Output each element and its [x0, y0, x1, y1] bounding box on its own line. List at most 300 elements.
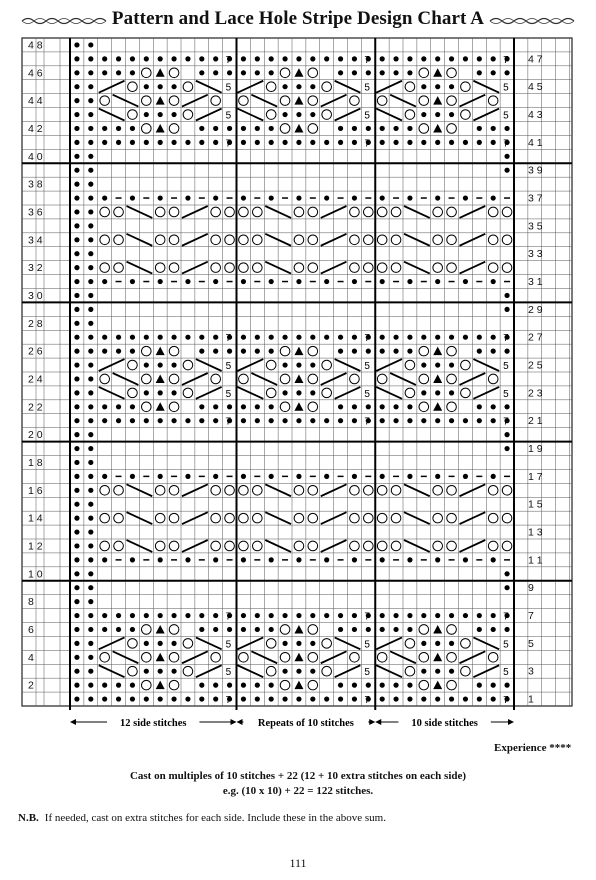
yarn-over-circle: [100, 207, 110, 217]
yarn-over-circle: [169, 541, 179, 551]
knit-dot: [380, 335, 385, 340]
knit-dot: [491, 335, 496, 340]
knit-dot: [74, 223, 79, 228]
yarn-over-circle: [377, 207, 387, 217]
knit-dot: [449, 669, 454, 674]
yarn-over-circle: [322, 666, 332, 676]
knit-dot: [324, 613, 329, 618]
knit-dot: [477, 349, 482, 354]
knit-dot: [102, 70, 107, 75]
knit-dot: [213, 404, 218, 409]
knit-dot: [88, 488, 93, 493]
knit-dot: [116, 627, 121, 632]
row-label-right: 3 1: [528, 276, 543, 289]
knit-dot: [255, 613, 260, 618]
yarn-over-circle: [100, 513, 110, 523]
knit-dot: [158, 613, 163, 618]
yarn-over-circle: [155, 263, 165, 273]
knit-dot: [144, 140, 149, 145]
yarn-over-circle: [322, 360, 332, 370]
yarn-over-circle: [322, 388, 332, 398]
knit-dot: [227, 349, 232, 354]
yarn-over-circle: [280, 402, 290, 412]
yarn-over-circle: [419, 346, 429, 356]
yarn-over-circle: [100, 374, 110, 384]
knit-dot: [296, 474, 301, 479]
count-label: 5: [364, 110, 370, 122]
knit-dot: [421, 112, 426, 117]
knit-dot: [282, 613, 287, 618]
yarn-over-circle: [155, 235, 165, 245]
yarn-over-circle: [266, 360, 276, 370]
yarn-over-circle: [308, 207, 318, 217]
row-label-left: 1 4: [28, 512, 43, 525]
yarn-over-circle: [405, 388, 415, 398]
knit-dot: [310, 641, 315, 646]
count-label: 7: [364, 611, 370, 623]
knit-dot: [130, 279, 135, 284]
yarn-over-circle: [239, 96, 249, 106]
knit-dot: [88, 404, 93, 409]
knit-dot: [504, 126, 509, 131]
knit-dot: [380, 696, 385, 701]
knit-dot: [338, 56, 343, 61]
knit-dot: [407, 474, 412, 479]
yarn-over-circle: [488, 263, 498, 273]
knit-dot: [435, 390, 440, 395]
knit-dot: [213, 696, 218, 701]
knit-dot: [74, 279, 79, 284]
knit-dot: [88, 585, 93, 590]
knit-dot: [88, 209, 93, 214]
knit-dot: [269, 696, 274, 701]
knit-dot: [74, 516, 79, 521]
yarn-over-circle: [142, 96, 152, 106]
arrow-head-left-icon: [70, 719, 76, 725]
knit-dot: [393, 56, 398, 61]
yarn-over-circle: [419, 625, 429, 635]
row-label-right: 5: [528, 637, 534, 650]
knit-dot: [296, 140, 301, 145]
yarn-over-circle: [142, 374, 152, 384]
count-label: 7: [225, 694, 232, 706]
knit-dot: [296, 696, 301, 701]
knit-dot: [74, 627, 79, 632]
yarn-over-circle: [391, 513, 401, 523]
yarn-over-circle: [447, 652, 457, 662]
knit-dot: [463, 696, 468, 701]
count-label: 5: [503, 667, 509, 679]
knit-dot: [407, 335, 412, 340]
knit-dot: [435, 613, 440, 618]
knit-dot: [213, 335, 218, 340]
yarn-over-circle: [211, 263, 221, 273]
knit-dot: [380, 613, 385, 618]
knit-dot: [199, 56, 204, 61]
row-label-left: 4 0: [28, 150, 43, 163]
knit-dot: [158, 279, 163, 284]
knit-dot: [407, 627, 412, 632]
yarn-over-circle: [225, 207, 235, 217]
knit-dot: [282, 84, 287, 89]
knit-dot: [74, 669, 79, 674]
knit-dot: [241, 474, 246, 479]
row-label-left: 2: [28, 679, 34, 692]
row-label-right: 3 9: [528, 164, 543, 177]
knit-dot: [74, 502, 79, 507]
knit-dot: [241, 349, 246, 354]
knit-dot: [241, 126, 246, 131]
knit-dot: [171, 613, 176, 618]
knit-dot: [449, 613, 454, 618]
knit-dot: [241, 279, 246, 284]
yarn-over-circle: [447, 680, 457, 690]
knit-dot: [74, 446, 79, 451]
knit-dot: [199, 404, 204, 409]
row-label-right: 3 3: [528, 248, 543, 261]
knit-dot: [491, 279, 496, 284]
knit-dot: [88, 502, 93, 507]
knit-dot: [477, 418, 482, 423]
knit-dot: [88, 140, 93, 145]
row-label-right: 3 5: [528, 220, 543, 233]
knit-dot: [338, 696, 343, 701]
yarn-over-circle: [377, 374, 387, 384]
yarn-over-circle: [419, 402, 429, 412]
knit-dot: [88, 349, 93, 354]
row-label-left: 4 6: [28, 67, 43, 80]
yarn-over-circle: [350, 96, 360, 106]
yarn-over-circle: [308, 235, 318, 245]
knit-dot: [241, 70, 246, 75]
knit-dot: [199, 140, 204, 145]
knit-dot: [88, 168, 93, 173]
knit-dot: [477, 613, 482, 618]
knit-dot: [477, 70, 482, 75]
knit-dot: [504, 293, 509, 298]
knit-dot: [352, 335, 357, 340]
knit-dot: [504, 627, 509, 632]
knit-dot: [421, 84, 426, 89]
yarn-over-circle: [280, 652, 290, 662]
arrow-head-left-icon: [375, 719, 381, 725]
knit-dot: [185, 474, 190, 479]
knit-dot: [491, 627, 496, 632]
knit-dot: [338, 140, 343, 145]
bobble-triangle: [156, 374, 165, 383]
knit-dot: [380, 627, 385, 632]
knit-dot: [241, 627, 246, 632]
knit-dot: [269, 418, 274, 423]
row-label-right: 3 7: [528, 192, 543, 205]
bobble-triangle: [433, 681, 442, 690]
knit-dot: [116, 126, 121, 131]
knit-dot: [421, 613, 426, 618]
bobble-triangle: [433, 402, 442, 411]
bobble-triangle: [156, 681, 165, 690]
knit-dot: [324, 474, 329, 479]
row-label-right: 1 5: [528, 498, 543, 511]
row-label-right: 7: [528, 610, 534, 623]
knit-dot: [130, 126, 135, 131]
knit-dot: [380, 418, 385, 423]
knit-dot: [144, 696, 149, 701]
yarn-over-circle: [308, 652, 318, 662]
row-label-left: 1 2: [28, 540, 43, 553]
knit-dot: [463, 418, 468, 423]
knit-dot: [74, 335, 79, 340]
knit-dot: [130, 349, 135, 354]
yarn-over-circle: [433, 485, 443, 495]
knit-dot: [185, 140, 190, 145]
yarn-over-circle: [266, 388, 276, 398]
row-label-left: 1 0: [28, 568, 43, 581]
knit-dot: [296, 390, 301, 395]
yarn-over-circle: [280, 625, 290, 635]
knit-dot: [421, 641, 426, 646]
knit-dot: [185, 56, 190, 61]
knit-dot: [74, 112, 79, 117]
knit-dot: [116, 335, 121, 340]
yarn-over-circle: [488, 96, 498, 106]
yarn-over-circle: [461, 82, 471, 92]
knit-dot: [407, 404, 412, 409]
yarn-over-circle: [447, 346, 457, 356]
yarn-over-circle: [322, 82, 332, 92]
knit-dot: [199, 418, 204, 423]
knit-dot: [88, 418, 93, 423]
count-label: 7: [225, 138, 232, 150]
yarn-over-circle: [183, 388, 193, 398]
knit-dot: [227, 627, 232, 632]
knit-dot: [213, 627, 218, 632]
yarn-over-circle: [502, 485, 512, 495]
count-label: 5: [364, 388, 370, 400]
knit-dot: [449, 641, 454, 646]
yarn-over-circle: [405, 110, 415, 120]
row-label-left: 3 4: [28, 234, 43, 247]
yarn-over-circle: [128, 388, 138, 398]
bobble-triangle: [156, 625, 165, 634]
page-number: 111: [289, 856, 307, 870]
yarn-over-circle: [239, 485, 249, 495]
knit-dot: [199, 335, 204, 340]
yarn-over-circle: [294, 541, 304, 551]
knit-dot: [504, 585, 509, 590]
knit-dot: [171, 112, 176, 117]
yarn-over-circle: [294, 263, 304, 273]
knit-dot: [352, 56, 357, 61]
count-label: 5: [503, 360, 509, 372]
count-label: 5: [503, 82, 509, 94]
knit-dot: [241, 56, 246, 61]
knit-dot: [491, 56, 496, 61]
yarn-over-circle: [253, 513, 263, 523]
knit-dot: [352, 126, 357, 131]
knit-dot: [296, 112, 301, 117]
yarn-over-circle: [225, 263, 235, 273]
knit-dot: [491, 613, 496, 618]
cast-on-example: e.g. (10 x 10) + 22 = 122 stitches.: [222, 785, 374, 797]
knit-dot: [213, 279, 218, 284]
yarn-over-circle: [364, 513, 374, 523]
knit-dot: [88, 376, 93, 381]
knit-dot: [158, 641, 163, 646]
yarn-over-circle: [308, 263, 318, 273]
knit-dot: [504, 683, 509, 688]
knit-dot: [74, 571, 79, 576]
yarn-over-circle: [419, 652, 429, 662]
knit-dot: [255, 696, 260, 701]
knit-dot: [449, 696, 454, 701]
knit-dot: [74, 209, 79, 214]
yarn-over-circle: [405, 82, 415, 92]
knit-dot: [310, 613, 315, 618]
yarn-over-circle: [419, 96, 429, 106]
knit-dot: [463, 474, 468, 479]
knit-dot: [158, 195, 163, 200]
row-label-left: 6: [28, 623, 34, 636]
yarn-over-circle: [225, 485, 235, 495]
yarn-over-circle: [308, 513, 318, 523]
knit-dot: [102, 627, 107, 632]
knit-dot: [491, 557, 496, 562]
yarn-over-circle: [169, 652, 179, 662]
row-label-right: 1 1: [528, 554, 543, 567]
bobble-triangle: [156, 96, 165, 105]
knit-dot: [185, 557, 190, 562]
yarn-over-circle: [239, 541, 249, 551]
knit-dot: [463, 140, 468, 145]
knit-dot: [324, 696, 329, 701]
knit-dot: [255, 140, 260, 145]
knit-dot: [88, 251, 93, 256]
yarn-over-circle: [225, 235, 235, 245]
knit-dot: [241, 683, 246, 688]
knit-dot: [310, 362, 315, 367]
knit-dot: [74, 195, 79, 200]
yarn-over-circle: [308, 96, 318, 106]
yarn-over-circle: [377, 235, 387, 245]
knit-dot: [435, 112, 440, 117]
knit-dot: [407, 195, 412, 200]
knit-dot: [310, 335, 315, 340]
knit-dot: [144, 335, 149, 340]
knit-dot: [393, 70, 398, 75]
yarn-over-circle: [377, 485, 387, 495]
knit-dot: [338, 627, 343, 632]
knit-dot: [102, 279, 107, 284]
yarn-over-circle: [488, 235, 498, 245]
knit-dot: [393, 418, 398, 423]
knit-dot: [88, 84, 93, 89]
knit-dot: [421, 669, 426, 674]
yarn-over-circle: [350, 541, 360, 551]
knit-dot: [310, 390, 315, 395]
arrow-head-left-icon: [237, 719, 243, 725]
count-label: 5: [364, 360, 370, 372]
knit-dot: [324, 279, 329, 284]
knit-dot: [74, 84, 79, 89]
knit-dot: [380, 404, 385, 409]
knit-dot: [241, 335, 246, 340]
bobble-triangle: [433, 96, 442, 105]
knit-dot: [144, 669, 149, 674]
knit-dot: [116, 418, 121, 423]
knit-dot: [241, 140, 246, 145]
yarn-over-circle: [447, 485, 457, 495]
knit-dot: [296, 195, 301, 200]
yarn-over-circle: [433, 235, 443, 245]
knit-dot: [130, 195, 135, 200]
knit-dot: [491, 349, 496, 354]
yarn-over-circle: [364, 207, 374, 217]
yarn-over-circle: [364, 485, 374, 495]
knit-dot: [352, 627, 357, 632]
yarn-over-circle: [253, 485, 263, 495]
knit-dot: [88, 571, 93, 576]
knit-dot: [255, 70, 260, 75]
knit-dot: [491, 683, 496, 688]
count-label: 5: [225, 110, 232, 122]
yarn-over-circle: [308, 485, 318, 495]
knit-dot: [227, 404, 232, 409]
knit-dot: [393, 335, 398, 340]
yarn-over-circle: [308, 680, 318, 690]
yarn-over-circle: [502, 541, 512, 551]
knit-dot: [310, 669, 315, 674]
yarn-over-circle: [280, 68, 290, 78]
knit-dot: [88, 279, 93, 284]
knit-dot: [102, 613, 107, 618]
knit-dot: [130, 627, 135, 632]
knit-dot: [185, 195, 190, 200]
knit-dot: [74, 599, 79, 604]
yarn-over-circle: [419, 68, 429, 78]
yarn-over-circle: [350, 263, 360, 273]
arrow-head-right-icon: [369, 719, 375, 725]
bobble-triangle: [433, 124, 442, 132]
knit-dot: [116, 696, 121, 701]
knit-dot: [88, 307, 93, 312]
yarn-over-circle: [294, 485, 304, 495]
yarn-over-circle: [377, 263, 387, 273]
knit-dot: [421, 56, 426, 61]
knit-dot: [352, 474, 357, 479]
knit-dot: [352, 683, 357, 688]
knit-dot: [74, 557, 79, 562]
yarn-over-circle: [169, 96, 179, 106]
knit-dot: [74, 613, 79, 618]
knit-dot: [338, 613, 343, 618]
knit-dot: [324, 418, 329, 423]
knit-dot: [213, 126, 218, 131]
yarn-over-circle: [447, 374, 457, 384]
knit-dot: [74, 168, 79, 173]
yarn-over-circle: [308, 625, 318, 635]
knit-dot: [269, 404, 274, 409]
row-label-right: 1 3: [528, 526, 543, 539]
count-label: 7: [364, 54, 370, 66]
knit-dot: [227, 126, 232, 131]
row-label-left: 4 4: [28, 95, 43, 108]
knit-dot: [171, 140, 176, 145]
count-label: 5: [364, 639, 370, 651]
knit-dot: [269, 335, 274, 340]
yarn-over-circle: [169, 402, 179, 412]
knit-dot: [310, 84, 315, 89]
yarn-over-circle: [364, 263, 374, 273]
